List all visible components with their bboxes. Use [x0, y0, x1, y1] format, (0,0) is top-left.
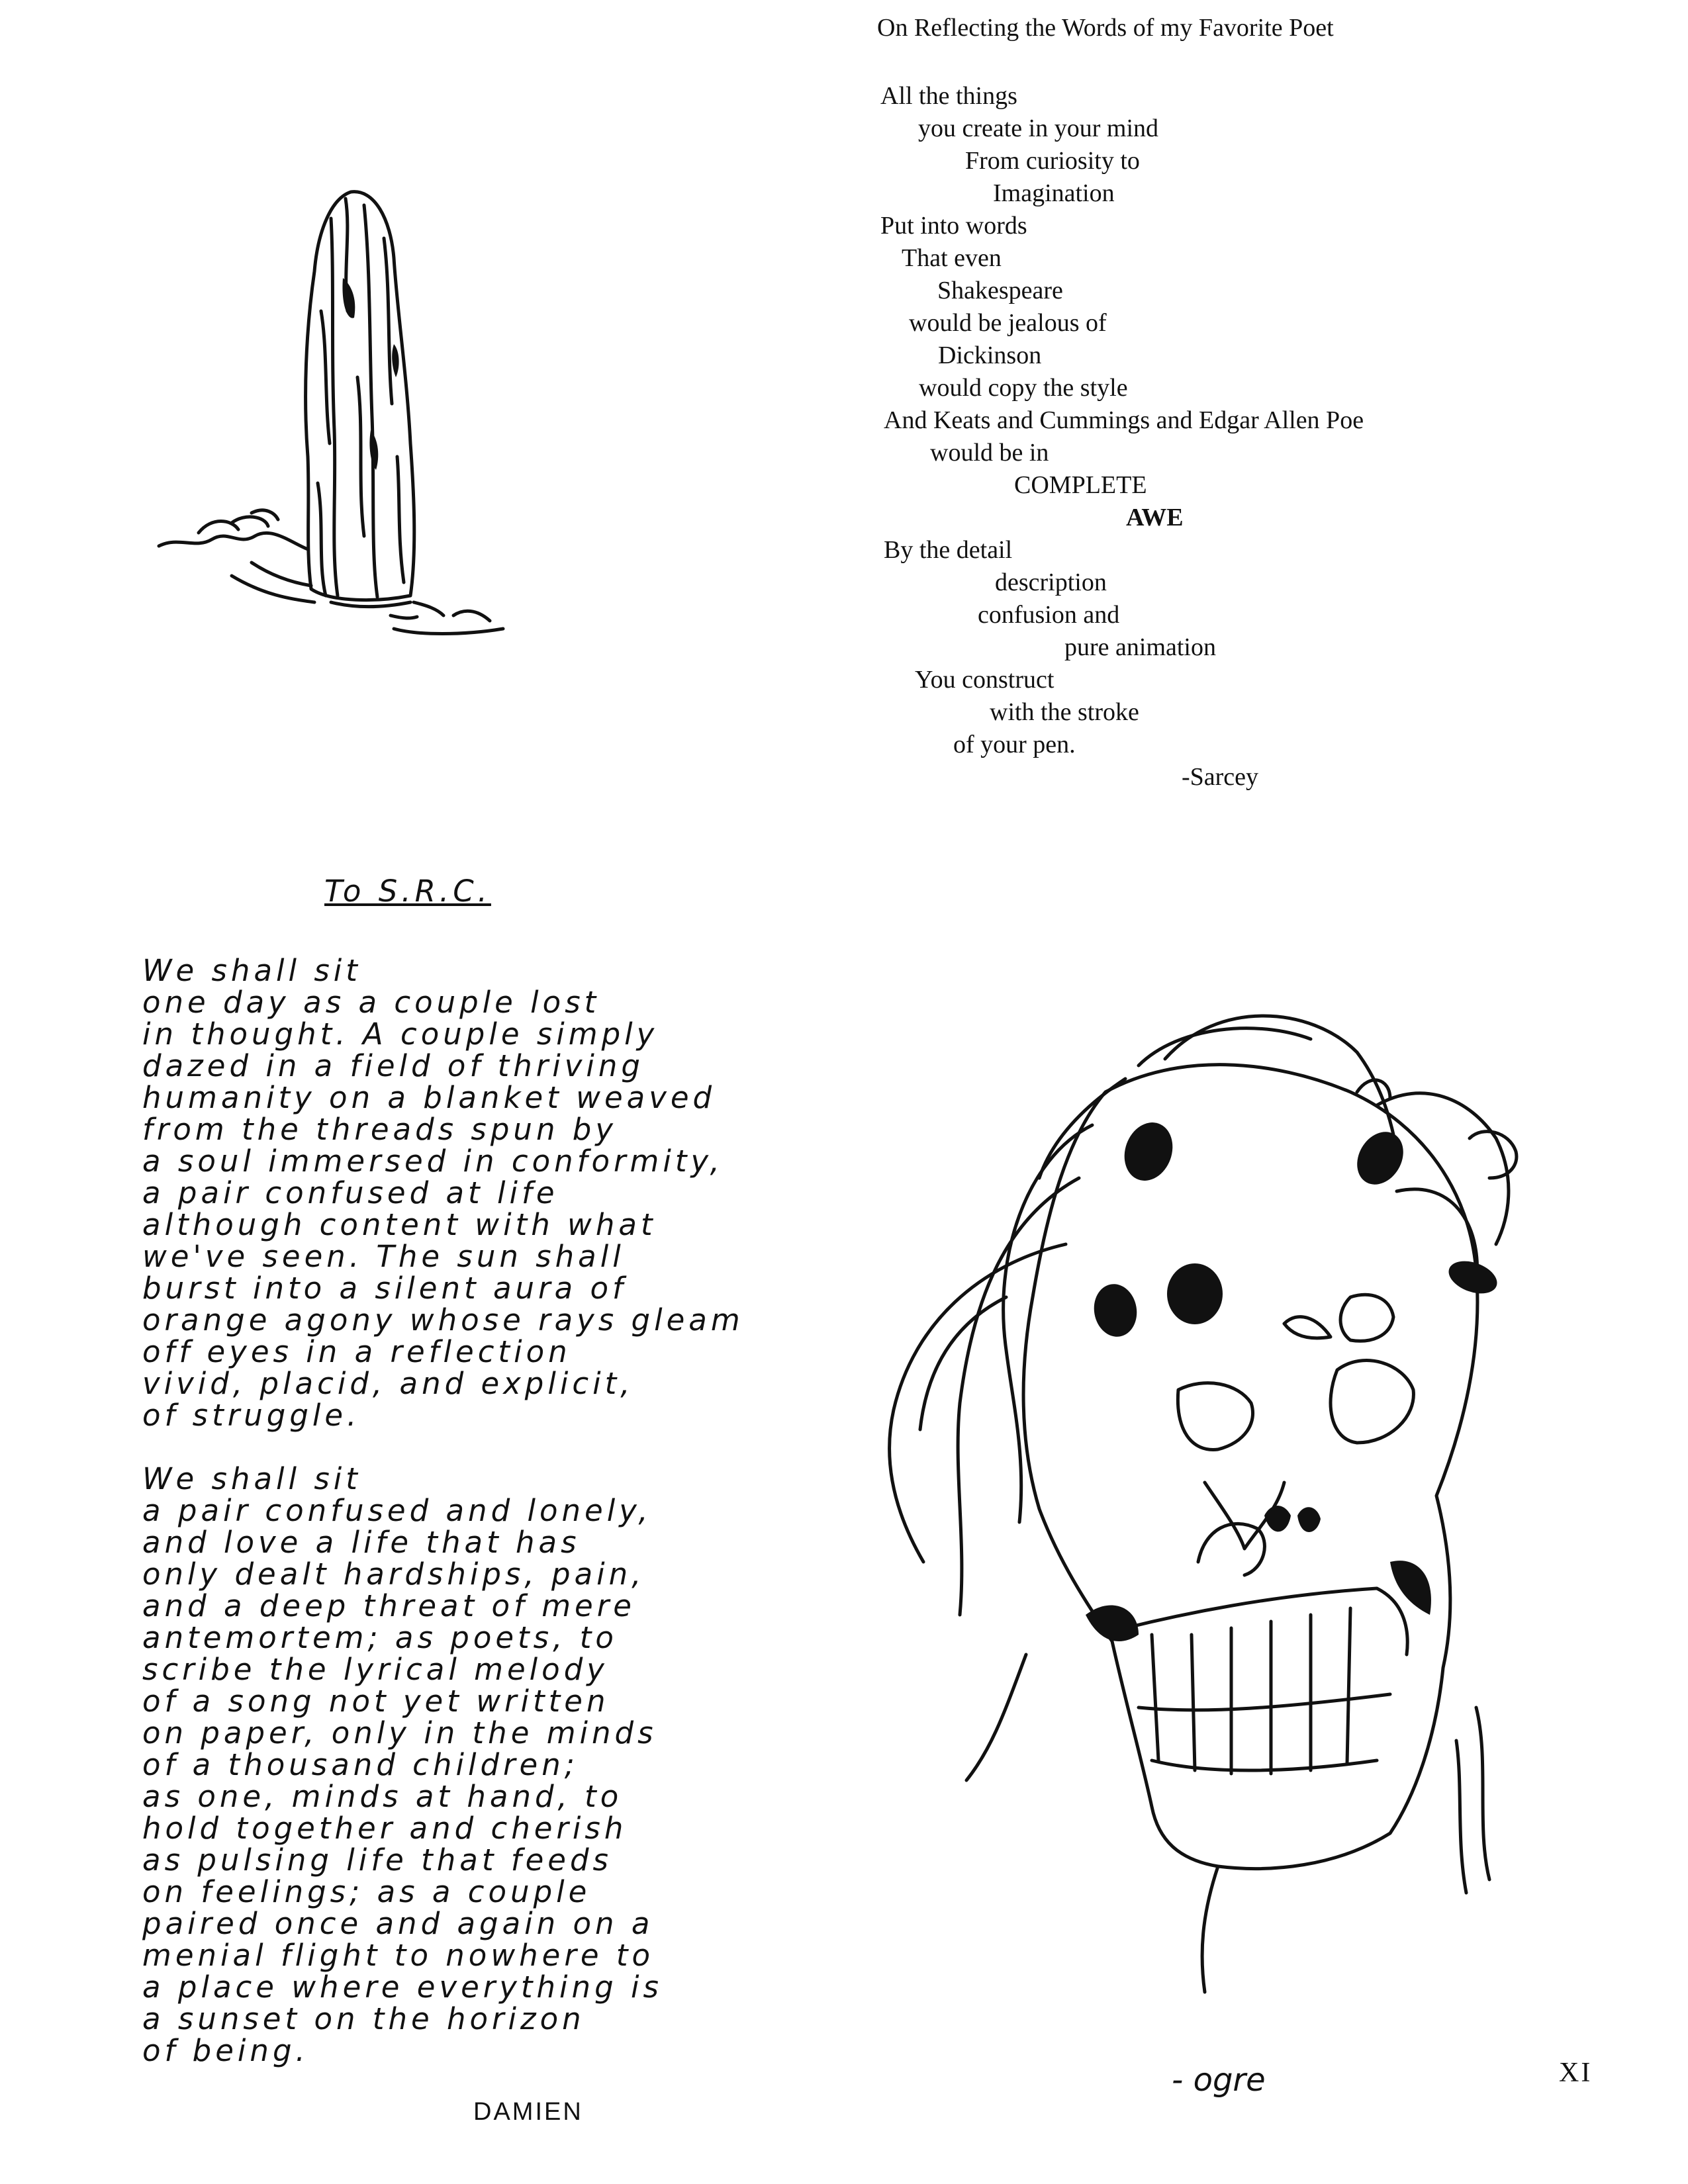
poem-line: a pair confused at life: [142, 1175, 559, 1210]
poem-line: of struggle.: [142, 1398, 361, 1433]
poem-line: on feelings; as a couple: [142, 1874, 591, 1909]
poem-line: from the threads spun by: [142, 1112, 617, 1147]
poem-line: although content with what: [142, 1207, 657, 1242]
poem-line: From curiosity to: [965, 147, 1140, 175]
poem-line: paired once and again on a: [142, 1906, 654, 1941]
poem-line: We shall sit: [142, 953, 361, 988]
poem-line: Shakespeare: [937, 277, 1063, 304]
poem-line: and a deep threat of mere: [142, 1588, 635, 1623]
poem-line: of your pen.: [953, 731, 1076, 758]
poem-line: description: [995, 569, 1107, 596]
poem-line: pure animation: [1064, 633, 1216, 661]
poem-line: menial flight to nowhere to: [142, 1938, 655, 1973]
poem-line: as one, minds at hand, to: [142, 1779, 623, 1814]
poem-line: a pair confused and lonely,: [142, 1493, 652, 1528]
poem-line: confusion and: [978, 601, 1120, 629]
poem-line: a soul immersed in conformity,: [142, 1144, 724, 1179]
poem-line: All the things: [880, 82, 1017, 110]
poem-line: in thought. A couple simply: [142, 1017, 659, 1052]
poem-line: with the stroke: [990, 698, 1139, 726]
poem-line: Dickinson: [938, 341, 1042, 369]
poem-line-emphasis: AWE: [1126, 504, 1184, 531]
poem-line: scribe the lyrical melody: [142, 1652, 608, 1687]
poem-line: on paper, only in the minds: [142, 1715, 657, 1751]
poem-title: To S.R.C.: [324, 874, 491, 909]
poem-author: DAMIEN: [473, 2098, 583, 2126]
poem-line: COMPLETE: [1014, 471, 1147, 499]
poem-line: of a thousand children;: [142, 1747, 579, 1782]
poem-line: and love a life that has: [142, 1525, 581, 1560]
poem-line: would copy the style: [919, 374, 1128, 402]
poem-line: a place where everything is: [142, 1970, 663, 2005]
drawing-signature: - ogre: [1172, 2062, 1266, 2099]
poem-line: of a song not yet written: [142, 1684, 610, 1719]
poem-line: we've seen. The sun shall: [142, 1239, 625, 1274]
standing-stone-drawing: [132, 179, 530, 655]
poem-line: of being.: [142, 2033, 309, 2068]
poem-line: And Keats and Cummings and Edgar Allen Poe: [884, 406, 1364, 434]
poem-line: a sunset on the horizon: [142, 2001, 585, 2036]
poem-signature: -Sarcey: [1182, 763, 1259, 791]
poem-title: On Reflecting the Words of my Favorite Poet: [877, 14, 1334, 42]
poem-line: you create in your mind: [918, 114, 1159, 142]
poem-line: dazed in a field of thriving: [142, 1048, 644, 1083]
page-number: XI: [1559, 2058, 1593, 2088]
poem-line: only dealt hardships, pain,: [142, 1557, 645, 1592]
poem-line: would be jealous of: [909, 309, 1107, 337]
poem-line: hold together and cherish: [142, 1811, 628, 1846]
skull-drawing: [808, 979, 1628, 2012]
poem-line: Put into words: [880, 212, 1027, 240]
poem-line: That even: [902, 244, 1002, 272]
poem-line: By the detail: [884, 536, 1013, 564]
poem-line: one day as a couple lost: [142, 985, 600, 1020]
poem-line: would be in: [930, 439, 1049, 467]
poem-line: You construct: [915, 666, 1055, 694]
poem-line: We shall sit: [142, 1461, 361, 1496]
poem-line: Imagination: [993, 179, 1115, 207]
poem-line: off eyes in a reflection: [142, 1334, 571, 1369]
poem-line: antemortem; as poets, to: [142, 1620, 618, 1655]
poem-line: orange agony whose rays gleam: [142, 1302, 744, 1338]
poem-line: vivid, placid, and explicit,: [142, 1366, 634, 1401]
poem-line: as pulsing life that feeds: [142, 1843, 612, 1878]
poem-line: humanity on a blanket weaved: [142, 1080, 716, 1115]
poem-line: burst into a silent aura of: [142, 1271, 627, 1306]
